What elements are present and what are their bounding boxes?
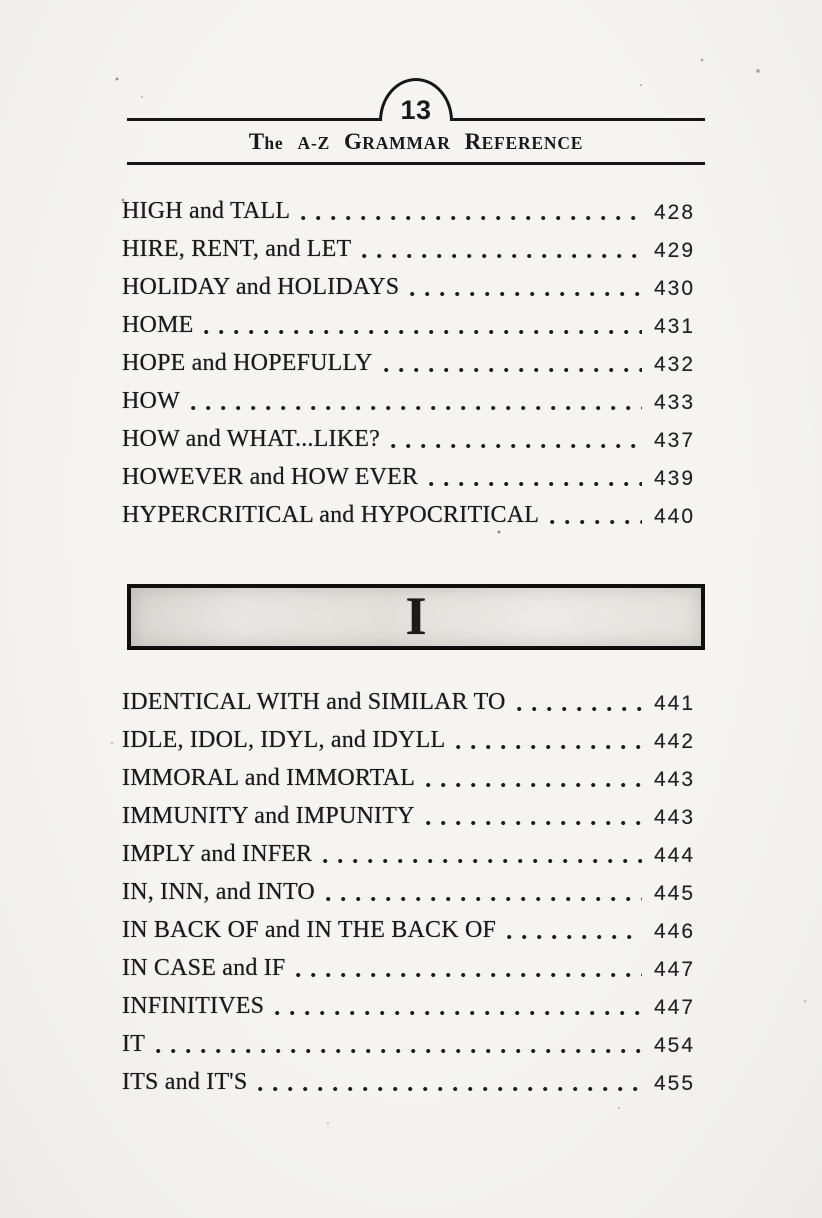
toc-entry-row bbox=[122, 684, 704, 722]
toc-entry-row bbox=[122, 307, 704, 345]
header-rule-right bbox=[453, 118, 705, 121]
toc-entry-row bbox=[122, 874, 704, 912]
entry-page-number: 437 bbox=[654, 429, 696, 452]
dot-leader bbox=[507, 935, 642, 939]
entry-page-number: 433 bbox=[654, 391, 696, 414]
scan-speckles bbox=[0, 0, 2, 2]
dot-leader bbox=[391, 444, 642, 448]
toc-entry-row bbox=[122, 383, 704, 421]
toc-entry-row bbox=[122, 421, 704, 459]
entry-label: HOWEVER and HOW EVER bbox=[122, 464, 419, 490]
entry-label: IN BACK OF and IN THE BACK OF bbox=[122, 917, 497, 943]
toc-entry-row bbox=[122, 798, 704, 836]
toc-entry-row bbox=[122, 950, 704, 988]
entry-page-number: 441 bbox=[654, 692, 696, 715]
entry-page-number: 447 bbox=[654, 996, 696, 1019]
dot-leader bbox=[550, 520, 642, 524]
dot-leader bbox=[275, 1011, 642, 1015]
entry-label: IT bbox=[122, 1031, 146, 1057]
dot-leader bbox=[191, 406, 642, 410]
entry-label: IMMUNITY and IMPUNITY bbox=[122, 803, 415, 829]
dot-leader bbox=[326, 897, 642, 901]
toc-entry-row bbox=[122, 760, 704, 798]
section-divider-box bbox=[127, 584, 705, 650]
toc-list-i-section bbox=[122, 684, 704, 1102]
toc-entry-row bbox=[122, 1064, 704, 1102]
section-letter: I bbox=[405, 586, 427, 646]
dot-leader bbox=[429, 482, 642, 486]
entry-page-number: 444 bbox=[654, 844, 696, 867]
dot-leader bbox=[517, 707, 642, 711]
title-word-az: A-Z bbox=[297, 133, 331, 153]
page-header bbox=[127, 78, 705, 165]
header-rule-left bbox=[127, 118, 379, 121]
entry-page-number: 432 bbox=[654, 353, 696, 376]
entry-page-number: 429 bbox=[654, 239, 696, 262]
entry-label: HOW and WHAT...LIKE? bbox=[122, 426, 380, 452]
title-rest-eference: EFERENCE bbox=[481, 133, 584, 153]
title-initial-g: G bbox=[344, 129, 363, 154]
toc-entry-row bbox=[122, 345, 704, 383]
entry-label: IDENTICAL WITH and SIMILAR TO bbox=[122, 689, 506, 715]
book-title bbox=[127, 129, 705, 155]
entry-label: HOW bbox=[122, 388, 180, 414]
toc-entry-row bbox=[122, 459, 704, 497]
toc-entry-row bbox=[122, 1026, 704, 1064]
entry-label: IN CASE and IF bbox=[122, 955, 286, 981]
dot-leader bbox=[362, 254, 642, 258]
toc-entry-row bbox=[122, 988, 704, 1026]
title-initial-t: T bbox=[248, 129, 265, 154]
entry-label: IMMORAL and IMMORTAL bbox=[122, 765, 416, 791]
dot-leader bbox=[296, 973, 642, 977]
entry-page-number: 445 bbox=[654, 882, 696, 905]
dot-leader bbox=[426, 821, 642, 825]
entry-page-number: 443 bbox=[654, 768, 696, 791]
entry-label: HOPE and HOPEFULLY bbox=[122, 350, 373, 376]
dot-leader bbox=[258, 1087, 642, 1091]
entry-label: HYPERCRITICAL and HYPOCRITICAL bbox=[122, 502, 540, 528]
entry-page-number: 428 bbox=[654, 201, 696, 224]
entry-label: HIRE, RENT, and LET bbox=[122, 236, 352, 262]
entry-page-number: 455 bbox=[654, 1072, 696, 1095]
entry-label: HOME bbox=[122, 312, 194, 338]
entry-page-number: 439 bbox=[654, 467, 696, 490]
entry-page-number: 443 bbox=[654, 806, 696, 829]
entry-label: HOLIDAY and HOLIDAYS bbox=[122, 274, 400, 300]
entry-label: IN, INN, and INTO bbox=[122, 879, 315, 905]
page-number-arch bbox=[379, 78, 453, 125]
dot-leader bbox=[156, 1049, 642, 1053]
entry-page-number: 431 bbox=[654, 315, 696, 338]
entry-page-number: 440 bbox=[654, 505, 696, 528]
title-rest-he: he bbox=[264, 133, 284, 153]
toc-entry-row bbox=[122, 193, 704, 231]
title-initial-r: R bbox=[464, 129, 482, 154]
dot-leader bbox=[323, 859, 642, 863]
entry-label: IDLE, IDOL, IDYL, and IDYLL bbox=[122, 727, 446, 753]
entry-page-number: 454 bbox=[654, 1034, 696, 1057]
title-word-the bbox=[249, 129, 284, 155]
entry-page-number: 442 bbox=[654, 730, 696, 753]
dot-leader bbox=[204, 330, 642, 334]
entry-label: IMPLY and INFER bbox=[122, 841, 313, 867]
title-word-grammar bbox=[344, 129, 451, 155]
toc-entry-row bbox=[122, 836, 704, 874]
toc-list-h-section bbox=[122, 193, 704, 535]
title-rest-rammar: RAMMAR bbox=[362, 133, 451, 153]
dot-leader bbox=[301, 216, 642, 220]
dot-leader bbox=[456, 745, 642, 749]
entry-label: HIGH and TALL bbox=[122, 198, 291, 224]
toc-entry-row bbox=[122, 497, 704, 535]
title-word-reference bbox=[465, 129, 584, 155]
toc-entry-row bbox=[122, 269, 704, 307]
entry-page-number: 447 bbox=[654, 958, 696, 981]
page-number: 13 bbox=[400, 94, 432, 125]
entry-page-number: 430 bbox=[654, 277, 696, 300]
dot-leader bbox=[426, 783, 642, 787]
dot-leader bbox=[384, 368, 642, 372]
entry-label: INFINITIVES bbox=[122, 993, 265, 1019]
entry-label: ITS and IT'S bbox=[122, 1069, 248, 1095]
dot-leader bbox=[410, 292, 642, 296]
toc-entry-row bbox=[122, 722, 704, 760]
toc-entry-row bbox=[122, 231, 704, 269]
header-rule-with-arch bbox=[127, 78, 705, 125]
toc-entry-row bbox=[122, 912, 704, 950]
header-rule-bottom bbox=[127, 162, 705, 165]
entry-page-number: 446 bbox=[654, 920, 696, 943]
